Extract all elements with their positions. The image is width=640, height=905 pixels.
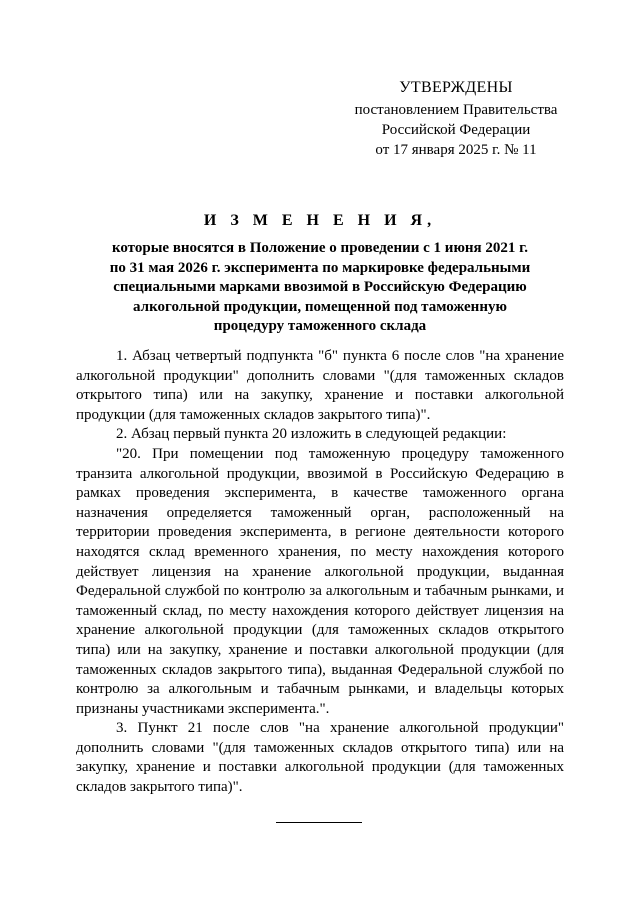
paragraph-2: 2. Абзац первый пункта 20 изложить в следующей редакции: xyxy=(116,426,507,443)
approval-heading: УТВЕРЖДЕНЫ xyxy=(399,79,513,96)
paragraph-3: "20. При помещении под таможенную процедуру таможенного транзита алкогольной продукции, ввозимой в Российскую Федерацию в рамках проведения эксперимента, в качестве таможенного органа назначения определяется таможенный орган, расположенный на территории проведения эксперимента, в регионе деятельности которого находятся склад временного хранения, по месту нахождения которого действует лицензия на хранение алкогольной продукции, выданная Федеральной службой по контролю за алкогольным и табачным рынками, и таможенный склад, по месту нахождения которого действует лицензия на хранение алкогольной продукции (для таможенных складов открытого типа) или на закупку, хранение и поставки алкогольной продукции (для таможенных складов закрытого типа), выданная Федеральной службой по контролю за алкогольным и табачным рынками, и владельцы которых признаны участниками эксперимента.". xyxy=(76,445,564,717)
subtitle-line-4: алкогольной продукции, помещенной под таможенную xyxy=(133,298,507,315)
approval-line-1: постановлением Правительства xyxy=(354,102,558,118)
subtitle-line-5: процедуру таможенного склада xyxy=(213,318,427,334)
document-body xyxy=(76,347,564,798)
document-title: И З М Е Н Е Н И Я, xyxy=(203,212,437,229)
subtitle-line-3: специальными марками ввозимой в Российскую Федерацию xyxy=(113,279,527,295)
subtitle-line-2: по 31 мая 2026 г. эксперимента по маркировке федеральными xyxy=(109,259,531,276)
paragraph-4: 3. Пункт 21 после слов "на хранение алкогольной продукции" дополнить словами "(для таможенных складов открытого типа) или на закупку, хранение и поставки алкогольной продукции (для таможенных складов закрытого типа)". xyxy=(76,720,564,796)
paragraph-1: 1. Абзац четвертый подпункта "б" пункта 6 после слов "на хранение алкогольной продукции" дополнить словами "(для таможенных складов открытого типа) или на закупку, хранение и поставки алкогольной продукции (для таможенных складов закрытого типа)". xyxy=(76,348,564,423)
subtitle-line-1: которые вносятся в Положение о проведении с 1 июня 2021 г. xyxy=(111,240,529,256)
approval-line-2: Российской Федерации xyxy=(381,122,531,138)
approval-line-3: от 17 января 2025 г. № 11 xyxy=(375,142,537,158)
approval-block xyxy=(340,78,572,160)
end-divider xyxy=(276,822,362,823)
document-subtitle xyxy=(92,239,548,337)
